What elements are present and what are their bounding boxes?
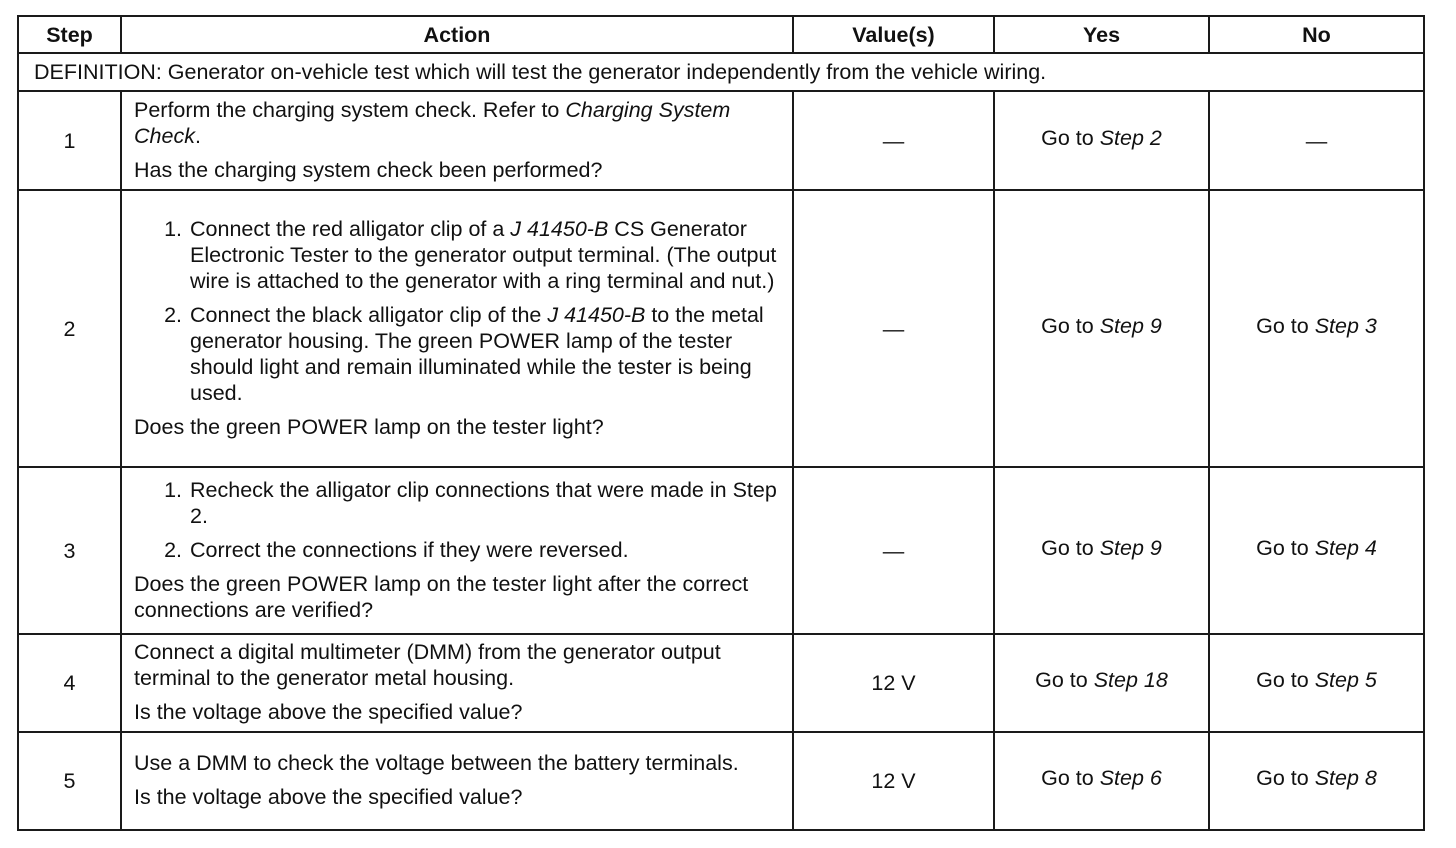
yes-cell: [994, 91, 1209, 190]
step-number: 1: [18, 91, 121, 190]
table-row: [18, 732, 1424, 830]
action-list: [134, 216, 784, 406]
header-values: Value(s): [793, 16, 994, 53]
header-no: No: [1209, 16, 1424, 53]
action-text-part: Correct the connections if they were reversed.: [190, 537, 629, 562]
question-text: Is the voltage above the specified value?: [134, 785, 523, 809]
question-text: Has the charging system check been performed?: [134, 157, 603, 182]
goto-label: Go to: [1041, 125, 1100, 150]
value-cell: —: [793, 91, 994, 190]
table-row: [18, 91, 1424, 190]
action-text-part: Perform the charging system check. Refer to: [134, 97, 566, 122]
step-reference: Step 9: [1099, 313, 1162, 338]
no-cell: [1209, 634, 1424, 732]
question-text: Is the voltage above the specified value?: [134, 700, 523, 724]
action-list: [134, 477, 784, 563]
tool-reference: J 41450-B: [547, 302, 646, 327]
action-text-part: Connect the black alligator clip of the: [190, 302, 548, 327]
table-row: [18, 190, 1424, 467]
goto-label: Go to: [1041, 766, 1100, 790]
action-text: Use a DMM to check the voltage between the battery terminals.: [134, 751, 739, 775]
yes-cell: [994, 634, 1209, 732]
list-number: 1.: [164, 216, 182, 241]
action-text-part: Connect the red alligator clip of a: [190, 216, 511, 241]
yes-cell: [994, 467, 1209, 634]
action-cell: [121, 732, 793, 830]
yes-cell: [994, 190, 1209, 467]
goto-label: Go to: [1256, 668, 1315, 692]
step-reference: Step 3: [1314, 313, 1377, 338]
list-item: [164, 477, 784, 529]
step-reference: Step 6: [1099, 766, 1162, 790]
no-cell: —: [1209, 91, 1424, 190]
step-reference: Step 4: [1314, 535, 1377, 560]
value-cell: —: [793, 190, 994, 467]
action-cell: [121, 190, 793, 467]
step-number: 5: [18, 732, 121, 830]
list-number: 1.: [164, 477, 182, 502]
action-text-part: .: [194, 123, 201, 148]
step-number: 3: [18, 467, 121, 634]
question-text: Does the green POWER lamp on the tester light after the correct connections are verified?: [134, 571, 749, 622]
action-text-part: to the metal generator housing. The green POWER lamp of the tester should light and remain illuminated while the tester is being used.: [190, 302, 764, 405]
list-number: 2.: [164, 537, 182, 562]
tool-reference: J 41450-B: [510, 216, 609, 241]
no-cell: [1209, 732, 1424, 830]
list-item: [164, 302, 784, 406]
header-row: [18, 16, 1424, 53]
action-cell: [121, 91, 793, 190]
no-cell: [1209, 467, 1424, 634]
goto-label: Go to: [1035, 668, 1094, 692]
header-action: Action: [121, 16, 793, 53]
action-text-part: CS Generator Electronic Tester to the generator output terminal. (The output wire is attached to the generator with a ring terminal and nut.): [190, 216, 777, 293]
diagnostic-table: [17, 15, 1425, 831]
action-text-part: Recheck the alligator clip connections that were made in Step 2.: [190, 477, 777, 528]
reference-link: Charging System Check: [134, 97, 731, 148]
action-text: Connect a digital multimeter (DMM) from the generator output terminal to the generator metal housing.: [134, 640, 721, 690]
step-reference: Step 2: [1099, 125, 1162, 150]
step-reference: Step 5: [1314, 668, 1377, 692]
header-yes: Yes: [994, 16, 1209, 53]
value-cell: 12 V: [793, 634, 994, 732]
action-text: [134, 97, 784, 149]
list-item: [164, 537, 784, 563]
action-cell: [121, 634, 793, 732]
action-cell: [121, 467, 793, 634]
list-item: [164, 216, 784, 294]
step-number: 4: [18, 634, 121, 732]
question-text: Does the green POWER lamp on the tester light?: [134, 414, 604, 439]
no-cell: [1209, 190, 1424, 467]
definition-row: [18, 53, 1424, 91]
value-cell: —: [793, 467, 994, 634]
goto-label: Go to: [1256, 766, 1315, 790]
goto-label: Go to: [1256, 313, 1315, 338]
goto-label: Go to: [1041, 313, 1100, 338]
step-number: 2: [18, 190, 121, 467]
goto-label: Go to: [1256, 535, 1315, 560]
list-number: 2.: [164, 302, 182, 327]
value-cell: 12 V: [793, 732, 994, 830]
table-row: [18, 467, 1424, 634]
definition-text: DEFINITION: Generator on-vehicle test which will test the generator independently from the vehicle wiring.: [18, 53, 1424, 91]
header-step: Step: [18, 16, 121, 53]
step-reference: Step 8: [1314, 766, 1377, 790]
yes-cell: [994, 732, 1209, 830]
step-reference: Step 18: [1093, 668, 1168, 692]
table-row: [18, 634, 1424, 732]
goto-label: Go to: [1041, 535, 1100, 560]
step-reference: Step 9: [1099, 535, 1162, 560]
